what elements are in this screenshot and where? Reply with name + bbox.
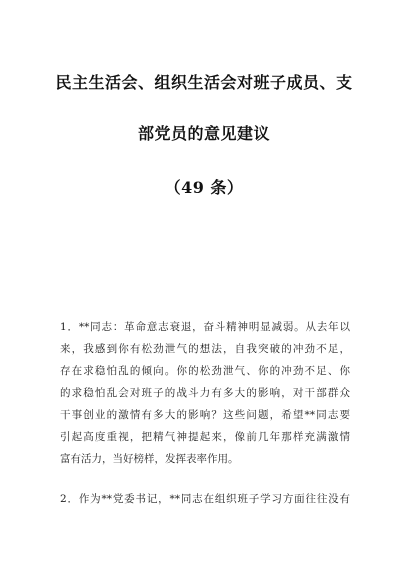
- paragraph-line: 来，我感到你有松劲泄气的想法，自我突破的冲劲不足，: [60, 343, 350, 355]
- document-subtitle: （49 条）: [164, 178, 244, 197]
- document-title-line-2: 部党员的意见建议: [137, 124, 270, 143]
- paragraph-line: 2．作为**党委书记，**同志在组织班子学习方面往往没有: [60, 493, 350, 505]
- paragraph-line: 富有活力，当好榜样，发挥表率作用。: [60, 453, 239, 465]
- paragraph-line: 存在求稳怕乱的倾向。你的松劲泄气、你的冲劲不足、你: [60, 365, 350, 377]
- paragraph-2: [60, 488, 350, 510]
- paragraph-line: 1．**同志：革命意志衰退，奋斗精神明显减弱。从去年以: [60, 321, 350, 333]
- paragraph-line: 引起高度重视，把精气神提起来，像前几年那样充满激情: [60, 431, 350, 443]
- paragraph-1: [60, 316, 350, 470]
- paragraph-line: 干事创业的激情有多大的影响？这些问题，希望**同志要: [60, 409, 350, 421]
- document-title-line-1: 民主生活会、组织生活会对班子成员、支: [55, 73, 353, 92]
- paragraph-line: 的求稳怕乱会对班子的战斗力有多大的影响，对干部群众: [60, 387, 350, 399]
